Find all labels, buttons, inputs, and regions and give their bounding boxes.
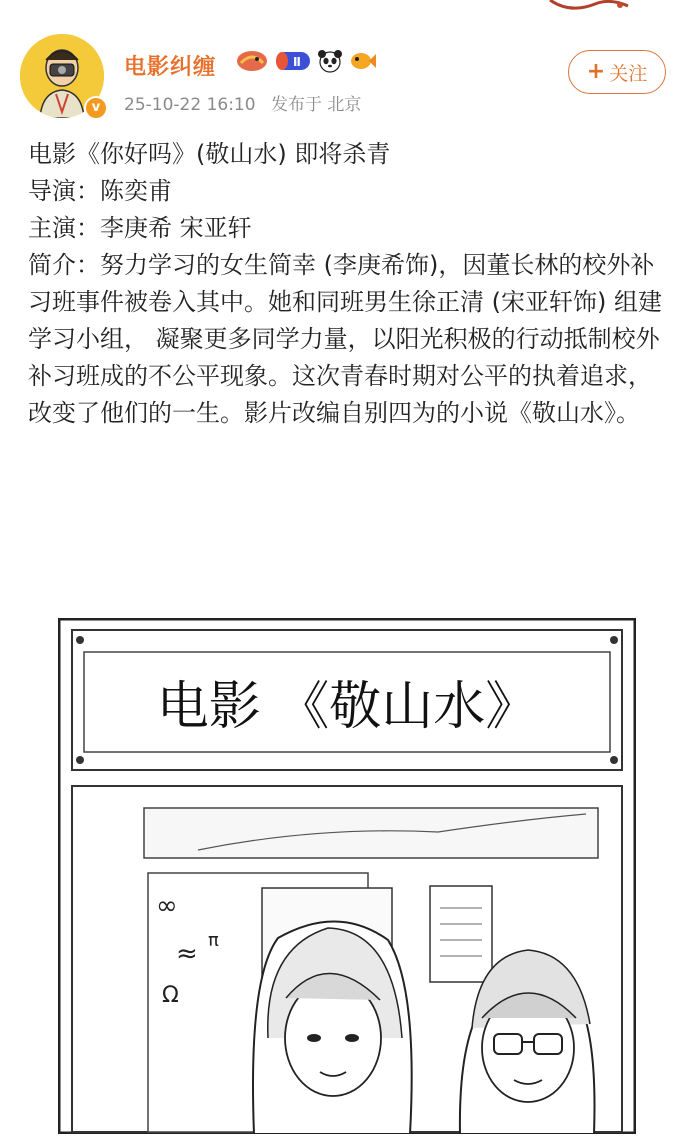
- post-image[interactable]: [58, 618, 636, 1134]
- badge-row: [235, 48, 377, 74]
- girl-figure: [253, 921, 412, 1134]
- level-badge-icon[interactable]: [275, 49, 311, 73]
- follow-button[interactable]: [568, 50, 666, 94]
- sign-text: 电影 《敬山水》: [156, 677, 538, 737]
- board-symbol: π: [208, 930, 219, 951]
- goldfish-icon[interactable]: [349, 49, 377, 73]
- board-symbol: ≈: [176, 939, 198, 969]
- pin-icon: [610, 636, 618, 644]
- post-meta: [124, 90, 371, 115]
- board-symbol: ∞: [156, 891, 178, 921]
- panda-icon[interactable]: [317, 48, 343, 74]
- plus-icon: +: [586, 59, 606, 84]
- board-symbol: Ω: [162, 983, 179, 1008]
- verified-badge-icon: v: [84, 96, 108, 120]
- post-time: 25-10-22 16:10: [124, 95, 256, 115]
- level-badge-text: Ⅱ: [293, 55, 301, 69]
- post-line-title: 电影《你好吗》(敬山水) 即将杀青: [28, 140, 391, 168]
- pin-icon: [76, 756, 84, 764]
- post-location: 发布于 北京: [270, 95, 362, 115]
- post-line-cast: 主演：李庚希 宋亚轩: [28, 214, 252, 242]
- decoration-icon: [540, 0, 630, 14]
- top-strip: [0, 0, 690, 16]
- poster-illustration: [58, 618, 636, 1134]
- post-line-director: 导演：陈奕甫: [28, 177, 172, 205]
- pin-icon: [610, 756, 618, 764]
- follow-button-label: 关注: [609, 62, 648, 85]
- pin-icon: [76, 636, 84, 644]
- post-header: [20, 28, 670, 120]
- lion-badge-icon[interactable]: [235, 49, 269, 73]
- post-body: [28, 136, 668, 432]
- post-line-synopsis: 简介：努力学习的女生简幸 (李庚希饰)，因董长林的校外补习班事件被卷入其中。她和同班男生徐正清 (宋亚轩饰) 组建学习小组， 凝聚更多同学力量，以阳光积极的行动抵制校外补习班成的不公平现象。这次青春时期对公平的执着追求，改变了他们的一生。影片改编自别四为的小说《敬山水》。: [28, 251, 662, 427]
- author-name[interactable]: 电影纠缠: [124, 55, 217, 80]
